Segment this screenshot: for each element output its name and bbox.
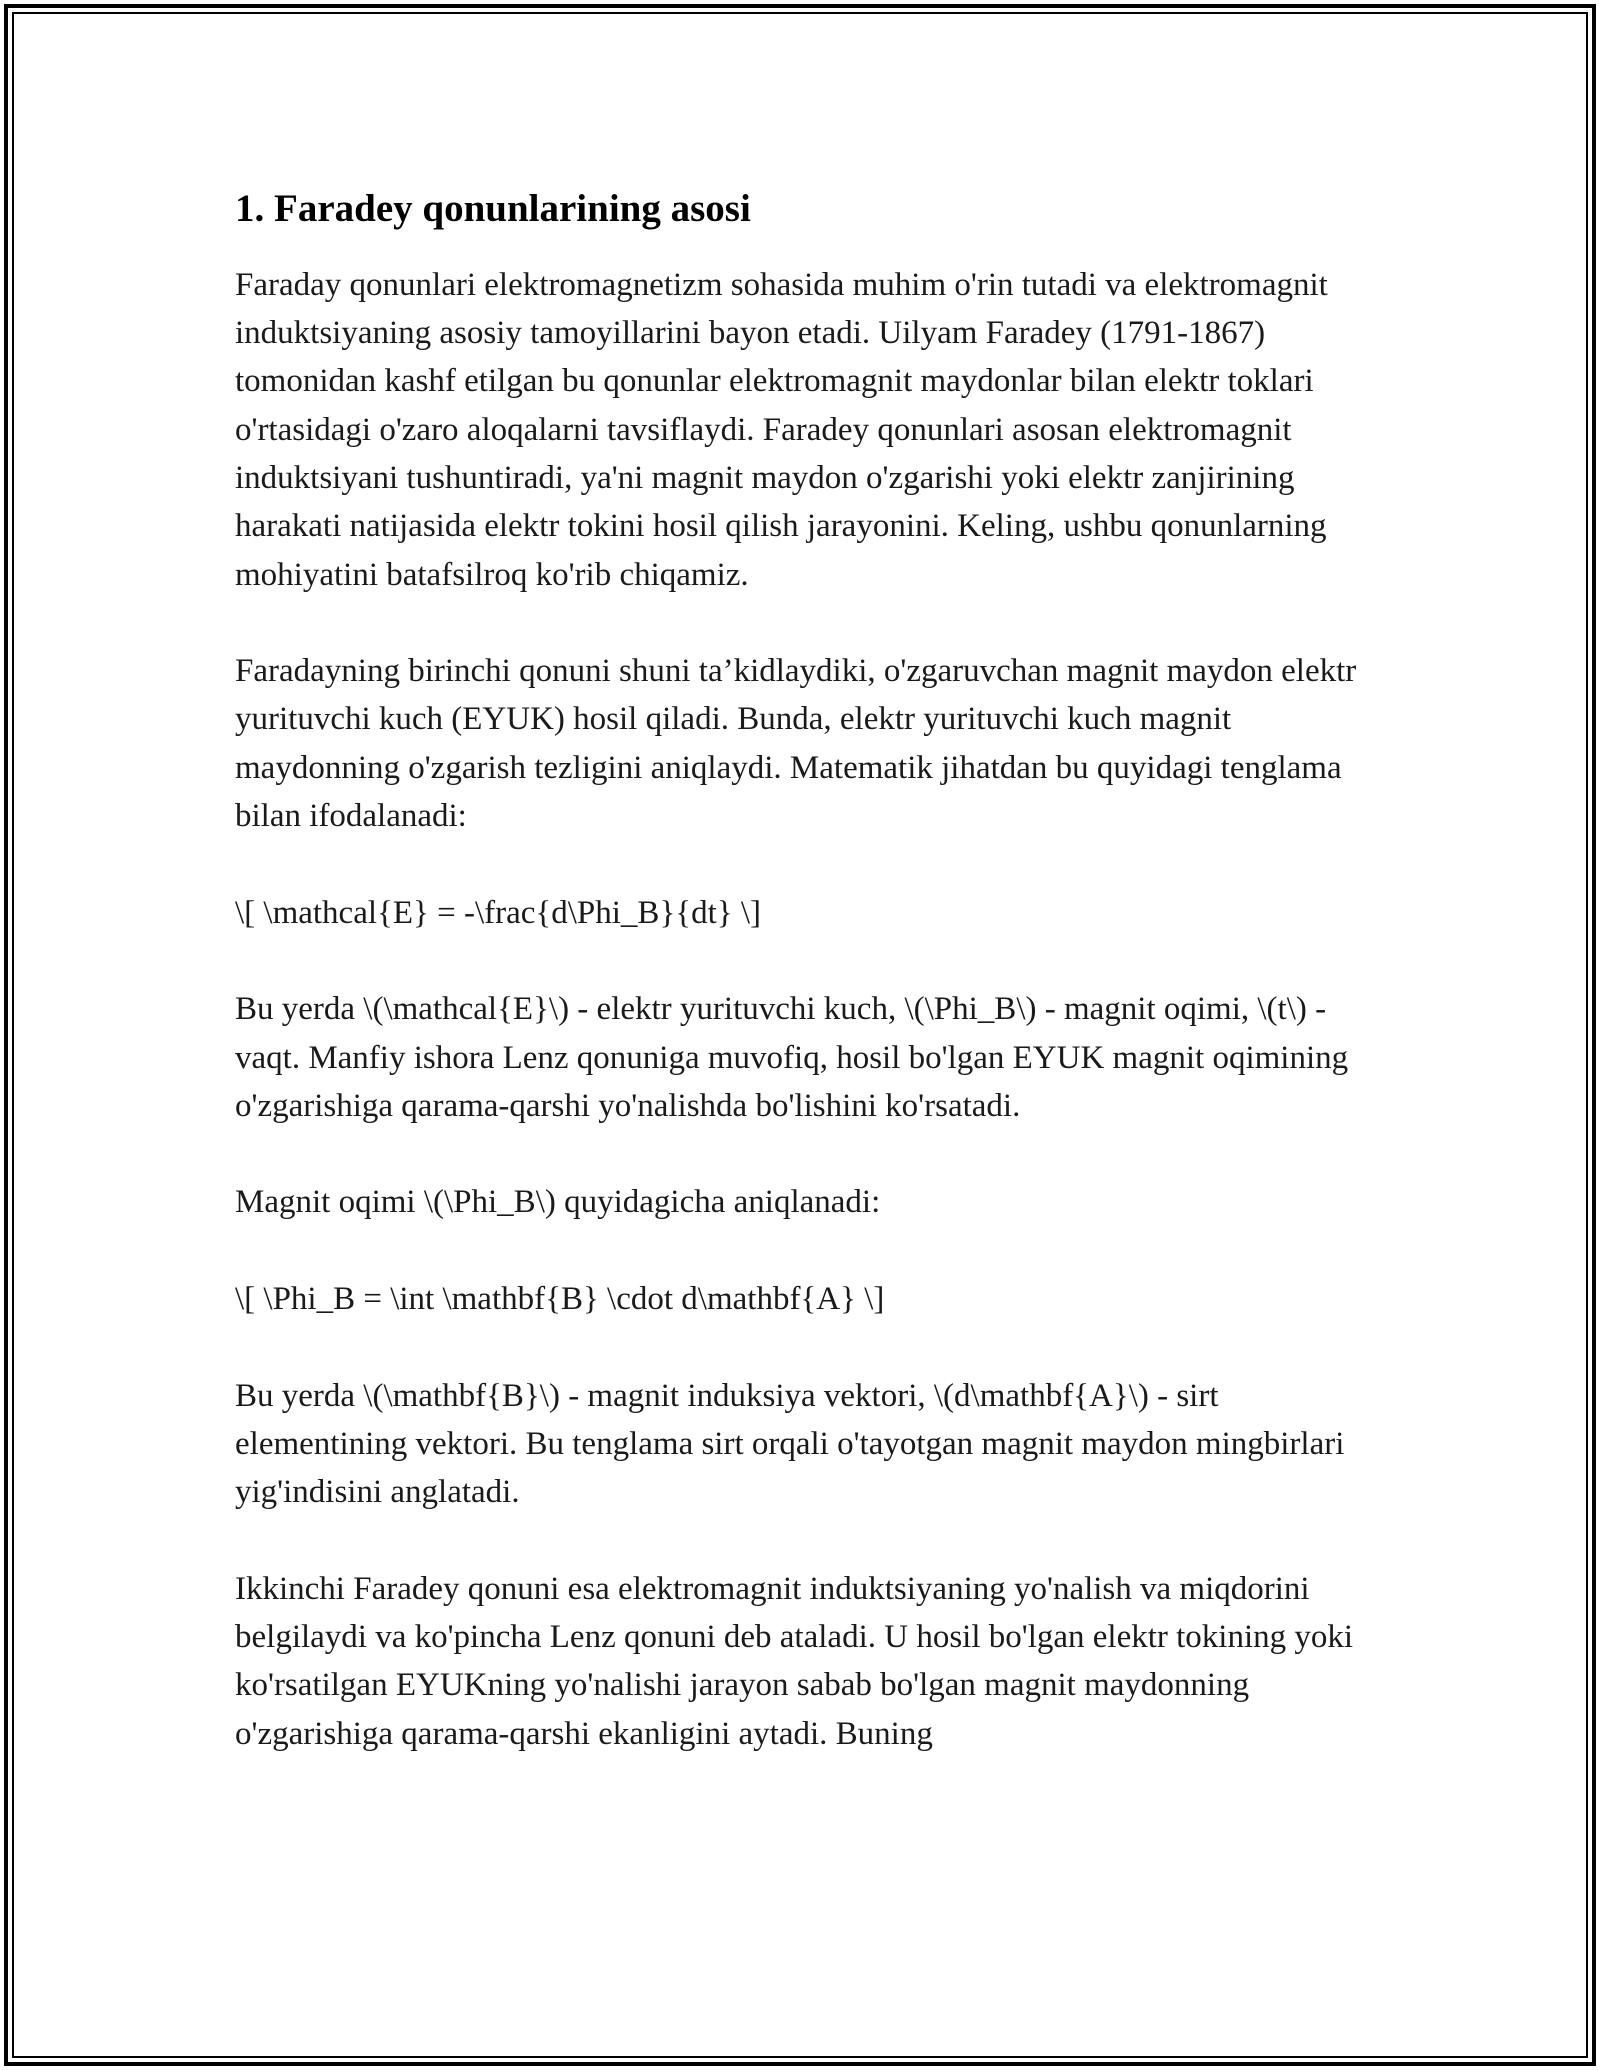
document-body — [235, 186, 1370, 1758]
equation-emf: \[ \mathcal{E} = -\frac{d\Phi_B}{dt} \] — [235, 894, 762, 931]
paragraph-intro: Faraday qonunlari elektromagnetizm sohasida muhim o'rin tutadi va elektromagnit induktsiyaning asosiy tamoyillarini bayon etadi. Uilyam Faradey (1791-1867) tomonidan kashf etilgan bu qonunlar elektromagnit maydonlar bilan elektr toklari o'rtasidagi o'zaro aloqalarni tavsiflaydi. Faradey qonunlari asosan elektromagnit induktsiyani tushuntiradi, ya'ni magnit maydon o'zgarishi yoki elektr zanjirining harakati natijasida elektr tokini hosil qilish jarayonini. Keling, ushbu qonunlarning mohiyatini batafsilroq ko'rib chiqamiz. — [235, 266, 1328, 593]
paragraph-first-law: Faradayning birinchi qonuni shuni ta’kidlaydiki, o'zgaruvchan magnit maydon elektr yurituvchi kuch (EYUK) hosil qiladi. Bunda, elektr yurituvchi kuch magnit maydonning o'zgarish tezligini aniqlaydi. Matematik jihatdan bu quyidagi tenglama bilan ifodalanadi: — [235, 653, 1357, 835]
paragraph-flux-intro: Magnit oqimi \(\Phi_B\) quyidagicha aniqlanadi: — [235, 1184, 881, 1221]
paragraph-emf-explanation: Bu yerda \(\mathcal{E}\) - elektr yurituvchi kuch, \(\Phi_B\) - magnit oqimi, \(t\) - vaqt. Manfiy ishora Lenz qonuniga muvofiq, hosil bo'lgan EYUK magnit oqimining o'zgarishiga qarama-qarshi yo'nalishda bo'lishini ko'rsatadi. — [235, 991, 1349, 1124]
paragraph-flux-explanation: Bu yerda \(\mathbf{B}\) - magnit induksiya vektori, \(d\mathbf{A}\) - sirt elementining vektori. Bu tenglama sirt orqali o'tayotgan magnit maydon mingbirlari yig'indisini anglatadi. — [235, 1377, 1345, 1511]
section-heading: 1. Faradey qonunlarining asosi — [235, 187, 751, 230]
equation-flux: \[ \Phi_B = \int \mathbf{B} \cdot d\mathbf{A} \] — [235, 1281, 885, 1318]
paragraph-second-law: Ikkinchi Faradey qonuni esa elektromagnit induktsiyaning yo'nalish va miqdorini belgilaydi va ko'pincha Lenz qonuni deb ataladi. U hosil bo'lgan elektr tokining yoki ko'rsatilgan EYUKning yo'nalishi jarayon sabab bo'lgan magnit maydonning o'zgarishiga qarama-qarshi ekanligini aytadi. Buning — [235, 1570, 1354, 1752]
